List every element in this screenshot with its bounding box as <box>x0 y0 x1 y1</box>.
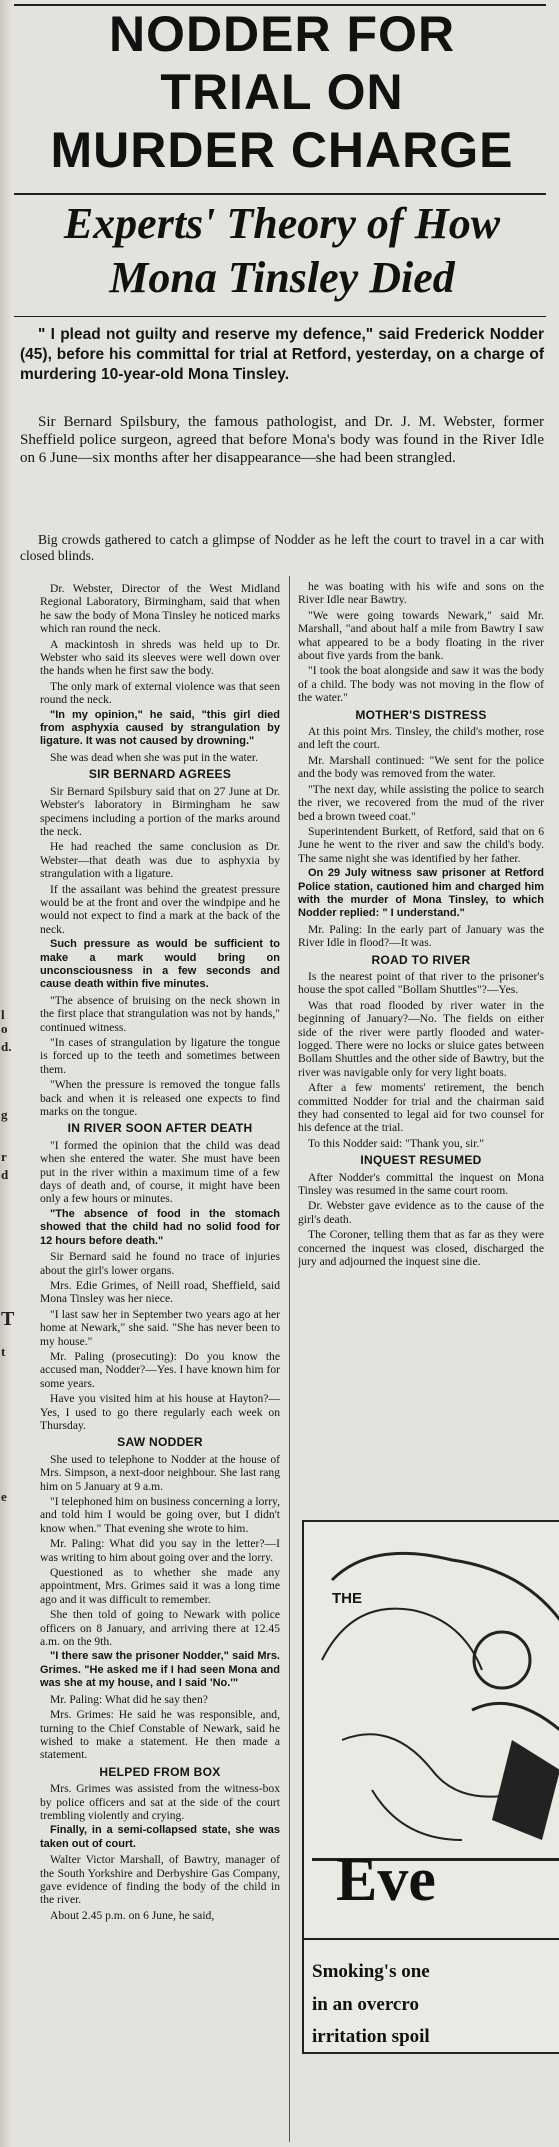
margin-fragment: d. <box>1 1039 12 1054</box>
article-paragraph: "When the pressure is removed the tongue falls back and when it is released one expects to find marks on the tongue. <box>40 1078 280 1119</box>
article-paragraph: Dr. Webster gave evidence as to the cause of the girl's death. <box>298 1199 544 1226</box>
advertisement-headline: Eve <box>336 1846 436 1914</box>
margin-fragment: o <box>1 1021 8 1036</box>
article-paragraph: She was dead when she was put in the water. <box>50 750 258 764</box>
article-paragraph: Dr. Webster, Director of the West Midland Regional Laboratory, Birmingham, said that when he saw the body of Mona Tinsley he noticed marks which ran round the neck. <box>40 582 280 636</box>
article-paragraph: Finally, in a semi-collapsed state, she was taken out of court. <box>40 1824 280 1850</box>
article-paragraph: Mr. Paling: What did he say then? <box>50 1692 208 1706</box>
article-paragraph: To this Nodder said: "Thank you, sir." <box>308 1136 485 1150</box>
article-paragraph: The only mark of external violence was that seen round the neck. <box>40 679 280 707</box>
article-paragraph: The Coroner, telling them that as far as they were concerned the inquest was closed, discharged the jury and adjourned the inquest sine die. <box>298 1228 544 1269</box>
article-paragraph: "I telephoned him on business concerning a lorry, and told him I would be going over, but I didn't know when." That evening she wrote to him. <box>40 1495 280 1535</box>
article-paragraph: Was that road flooded by river water in the beginning of January?—No. The fields on either side of the river were partly flooded and water-logged. There were no locks or sluice gates between Bollam Shuttles and the other side of Bawtry, but the river was navigable only for very light boats. <box>298 998 544 1079</box>
margin-fragment: g <box>1 1107 8 1122</box>
section-heading: HELPED FROM BOX <box>99 1764 221 1779</box>
advertisement-line-3: irritation spoil <box>312 2026 430 2047</box>
section-heading: IN RIVER SOON AFTER DEATH <box>67 1121 253 1136</box>
margin-fragment: e <box>1 1489 7 1504</box>
article-paragraph: "I formed the opinion that the child was dead when she entered the water. She must have been put in the river within a maximum time of a few days of death and, of course, it might have been only a few hours or minutes. <box>40 1138 280 1206</box>
article-paragraph: Mrs. Grimes was assisted from the witness-box by police officers and sat at the side of the court trembling violently and crying. <box>40 1782 280 1822</box>
subhead-line-2: Mona Tinsley Died <box>109 253 455 302</box>
section-heading: MOTHER'S DISTRESS <box>355 707 487 722</box>
article-paragraph: Mr. Marshall continued: "We sent for the police and the body was removed from the water. <box>298 753 544 781</box>
article-paragraph: Is the nearest point of that river to the prisoner's house the spot called "Bollam Shuttles"?—Yes. <box>298 969 544 997</box>
article-paragraph: Sir Bernard Spilsbury said that on 27 June at Dr. Webster's laboratory in Birmingham he saw specimens including a portion of the marks around the neck. <box>40 784 280 838</box>
article-paragraph: "I there saw the prisoner Nodder," said Mrs. Grimes. "He asked me if I had seen Mona and was she at my house, and I said 'No.'" <box>40 1650 280 1690</box>
article-paragraph: Mrs. Edie Grimes, of Neill road, Sheffield, said Mona Tinsley was her niece. <box>40 1278 280 1306</box>
section-heading: ROAD TO RIVER <box>371 952 471 967</box>
advertisement-rule <box>302 1938 559 1940</box>
headline-line-3: MURDER CHARGE <box>50 122 514 178</box>
article-paragraph: "The absence of bruising on the neck shown in the first place that strangulation was not by hands," continued witness. <box>40 993 280 1034</box>
article-paragraph: Sir Bernard said he found no trace of injuries about the girl's lower organs. <box>40 1250 280 1277</box>
article-paragraph: He had reached the same conclusion as Dr. Webster—that death was due to asphyxia by strangulation with a ligature. <box>40 840 280 881</box>
section-heading: INQUEST RESUMED <box>360 1153 482 1168</box>
left-column <box>40 582 280 2144</box>
margin-fragment: T <box>1 1308 15 1330</box>
article-paragraph: Such pressure as would be sufficient to make a mark would bring on unconsciousness in a few seconds and cause death within five minutes. <box>40 938 280 991</box>
advertisement-line-1: Smoking's one <box>312 1961 430 1982</box>
article-paragraph: Mrs. Grimes: He said he was responsible, and, turning to the Chief Constable of Newark, said he wished to make a statement. He then made a statement. <box>40 1708 280 1762</box>
article-paragraph: About 2.45 p.m. on 6 June, he said, <box>50 1908 215 1922</box>
article-paragraph: he was boating with his wife and sons on the River Idle near Bawtry. <box>298 580 544 607</box>
margin-fragment: t <box>1 1344 6 1359</box>
article-paragraph: Walter Victor Marshall, of Bawtry, manager of the South Yorkshire and Derbyshire Gas Company, gave evidence of finding the body of the child in the river. <box>40 1853 280 1907</box>
advertisement-line-2: in an overcro <box>312 1994 419 2015</box>
section-heading: SAW NODDER <box>117 1435 203 1450</box>
article-paragraph: Mr. Paling: In the early part of January was the River Idle in flood?—It was. <box>298 922 544 950</box>
article-paragraph: "I took the boat alongside and saw it was the body of a child. The body was not moving in the flow of the water." <box>298 664 544 705</box>
headline-line-1: NODDER FOR <box>108 6 456 62</box>
article-paragraph: "In cases of strangulation by ligature the tongue is forced up to the teeth and sometimes between them. <box>40 1036 280 1076</box>
margin-fragment: d <box>1 1167 9 1182</box>
article-paragraph: At this point Mrs. Tinsley, the child's mother, rose and left the court. <box>298 725 544 752</box>
section-heading: SIR BERNARD AGREES <box>88 767 232 782</box>
column-divider <box>289 576 290 2142</box>
article-paragraph: "The next day, while assisting the police to search the river, we recovered from the mud of the river bed a brown tweed coat." <box>298 782 544 823</box>
margin-fragment: r <box>1 1149 7 1164</box>
article-paragraph: Have you visited him at his house at Hayton?—Yes, I used to go there regularly each week on Thursday. <box>40 1392 280 1432</box>
article-paragraph: On 29 July witness saw prisoner at Retford Police station, cautioned him and charged him with the murder of Mona Tinsley, to which Nodder replied: " I understand." <box>298 867 544 920</box>
article-paragraph: If the assailant was behind the greatest pressure would be at the front and over the windpipe and he would not expect to find a mark at the back of the neck. <box>40 882 280 936</box>
article-paragraph: "We were going towards Newark," said Mr. Marshall, "and about half a mile from Bawtry I saw what appeared to be a body floating in the river about five yards from the bank. <box>298 608 544 663</box>
article-paragraph: "In my opinion," he said, "this girl died from asphyxia caused by strangulation by ligature. It was not caused by drowning." <box>40 708 280 748</box>
article-paragraph: "I last saw her in September two years ago at her home at Newark," she said. "She has never been to my house." <box>40 1307 280 1348</box>
intro-paragraph-1: Sir Bernard Spilsbury, the famous pathologist, and Dr. J. M. Webster, former Sheffield police surgeon, agreed that before Mona's body was found in the River Idle on 6 June—six months after her disappearance—she had been strangled. <box>20 414 544 466</box>
right-column <box>298 580 544 1500</box>
lead-paragraph: " I plead not guilty and reserve my defence," said Frederick Nodder (45), before his committal for trial at Retford, yesterday, on a charge of murdering 10-year-old Mona Tinsley. <box>20 326 544 383</box>
article-paragraph: After a few moments' retirement, the bench committed Nodder for trial and the chairman said they had consented to legal aid for two counsel for his defence at the trial. <box>298 1081 544 1135</box>
subhead-line-1: Experts' Theory of How <box>63 199 501 248</box>
article-paragraph: She used to telephone to Nodder at the house of Mrs. Simpson, a next-door neighbour. She last rang him on 5 January at 9 a.m. <box>40 1452 280 1493</box>
headline-rule <box>14 193 546 195</box>
headline-line-2: TRIAL ON <box>160 64 404 120</box>
article-paragraph: Questioned as to whether she made any appointment, Mrs. Grimes said it was a long time ago and it was difficult to remember. <box>40 1566 280 1606</box>
advertisement-the: THE <box>332 1590 362 1607</box>
margin-fragment: l <box>1 1007 5 1022</box>
article-paragraph: Mr. Paling (prosecuting): Do you know the accused man, Nodder?—Yes. I have known him for some years. <box>40 1349 280 1390</box>
subhead-rule <box>14 316 546 317</box>
page-edge <box>0 0 15 2147</box>
intro-paragraph-2: Big crowds gathered to catch a glimpse of Nodder as he left the court to travel in a car with closed blinds. <box>20 532 544 563</box>
article-paragraph: Mr. Paling: What did you say in the letter?—I was writing to him about going over and the lorry. <box>40 1537 280 1564</box>
article-paragraph: She then told of going to Newark with police officers on 8 January, and arriving there at 12.45 a.m. on the 9th. <box>40 1608 280 1649</box>
article-paragraph: After Nodder's committal the inquest on Mona Tinsley was resumed in the same court room. <box>298 1170 544 1198</box>
article-paragraph: Superintendent Burkett, of Retford, said that on 6 June he went to the river and saw the child's body. The same night she was identified by her father. <box>298 824 544 865</box>
article-paragraph: A mackintosh in shreds was held up to Dr. Webster who said its sleeves were well down over the hands when he first saw the body. <box>40 637 280 678</box>
article-paragraph: "The absence of food in the stomach showed that the child had no solid food for 12 hours before death." <box>40 1207 280 1247</box>
